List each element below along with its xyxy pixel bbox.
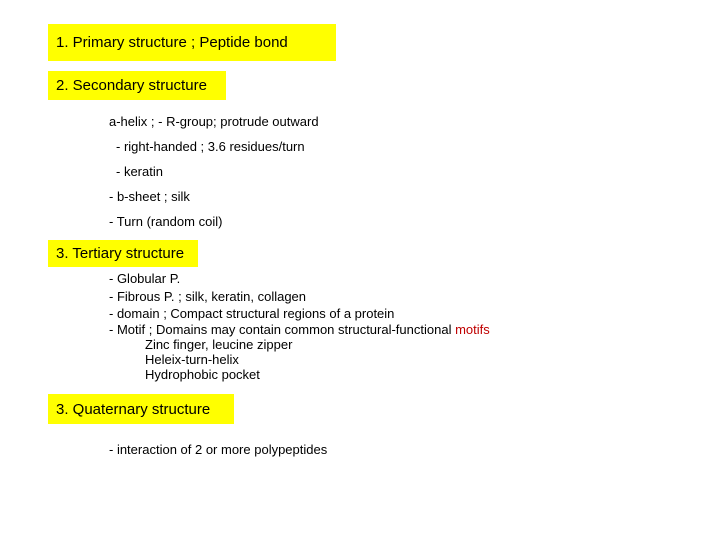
secondary-line-keratin: - keratin	[116, 164, 163, 179]
motif-example-hydrophobic-pocket: Hydrophobic pocket	[145, 367, 260, 382]
motif-example-zinc-finger: Zinc finger, leucine zipper	[145, 337, 293, 352]
quaternary-structure-heading: 3. Quaternary structure	[48, 394, 234, 424]
secondary-line-helix: a-helix ; - R-group; protrude outward	[109, 114, 319, 129]
tertiary-line-domain: - domain ; Compact structural regions of a protein	[109, 306, 395, 321]
quaternary-line-interaction: - interaction of 2 or more polypeptides	[109, 442, 328, 457]
tertiary-line-globular: - Globular P.	[109, 271, 181, 286]
tertiary-structure-heading: 3. Tertiary structure	[48, 240, 198, 267]
secondary-structure-heading: 2. Secondary structure	[48, 71, 226, 100]
secondary-line-sheet: - b-sheet ; silk	[109, 189, 190, 204]
tertiary-line-motif	[109, 322, 490, 337]
secondary-line-turn: - Turn (random coil)	[109, 214, 223, 229]
tertiary-line-fibrous: - Fibrous P. ; silk, keratin, collagen	[109, 289, 307, 304]
motif-example-helix-turn-helix: Heleix-turn-helix	[145, 352, 239, 367]
motif-highlight-word: motifs	[455, 322, 490, 337]
secondary-line-right-handed: - right-handed ; 3.6 residues/turn	[116, 139, 305, 154]
motif-line-text: - Motif ; Domains may contain common structural-functional	[109, 322, 456, 337]
primary-structure-heading: 1. Primary structure ; Peptide bond	[48, 24, 336, 61]
